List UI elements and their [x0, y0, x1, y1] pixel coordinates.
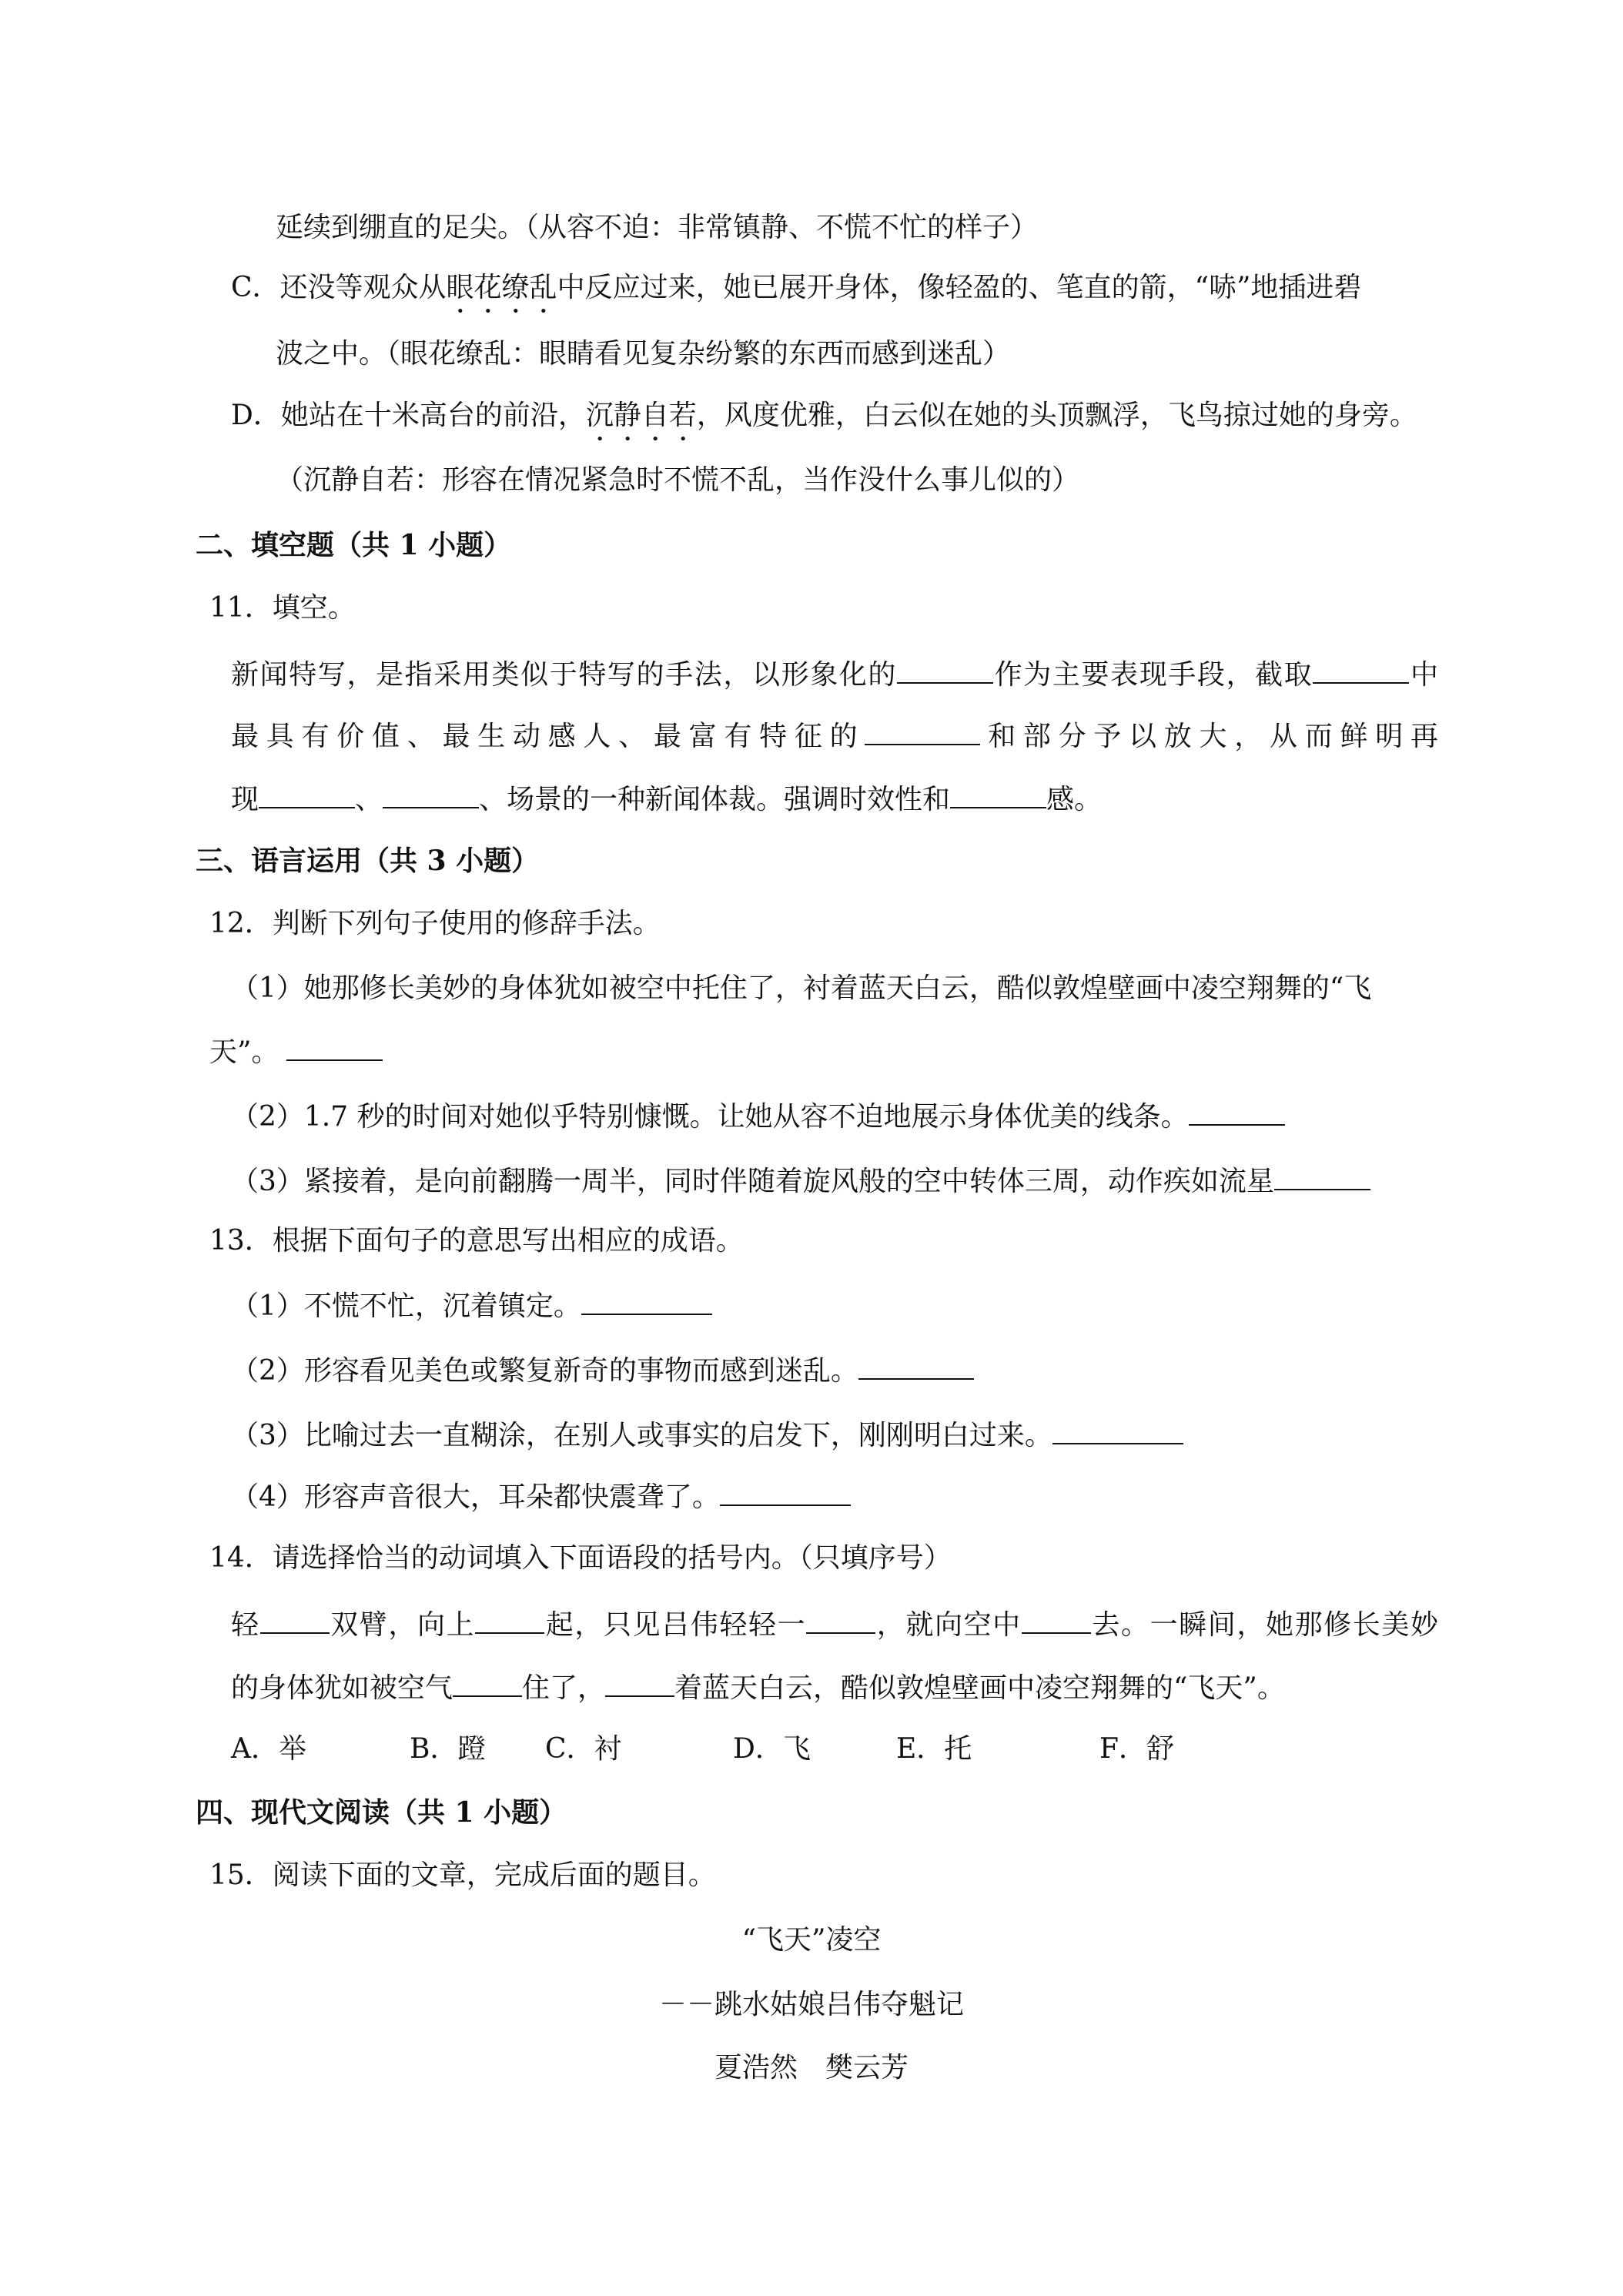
- option-c: C．衬: [545, 1733, 622, 1765]
- article-subtitle: －－跳水姑娘吕伟夺魁记: [658, 1989, 964, 2020]
- answer-blank[interactable]: [383, 779, 479, 808]
- q10-option-c: C．还没等观众从眼花缭乱中反应过来，她已展开身体，像轻盈的、笔直的箭，“哧”地插进碧: [231, 272, 1362, 303]
- answer-blank[interactable]: [453, 1668, 522, 1697]
- answer-blank[interactable]: [1052, 1415, 1183, 1444]
- q14-passage-line-2: 的身体犹如被空气 住了， 着蓝天白云，酷似敦煌壁画中凌空翔舞的“飞天”。: [231, 1668, 1285, 1707]
- section-heading-reading: 四、现代文阅读（共 1 小题）: [196, 1796, 567, 1829]
- answer-blank[interactable]: [605, 1668, 674, 1697]
- emphasized-word: 眼花缭乱: [446, 272, 557, 303]
- answer-blank[interactable]: [720, 1477, 851, 1506]
- q12-sentence-1-continuation: 天”。: [209, 1032, 383, 1071]
- option-a: A．举: [231, 1733, 306, 1765]
- answer-blank[interactable]: [259, 779, 355, 808]
- answer-blank[interactable]: [1189, 1096, 1285, 1126]
- q11-line-2: 最具有价值、最生动感人、最富有特征的 和部分予以放大，从而鲜明再: [231, 716, 1438, 755]
- answer-blank[interactable]: [1274, 1161, 1370, 1190]
- section-heading-fill-in: 二、填空题（共 1 小题）: [196, 529, 512, 561]
- q13-item-2: （2）形容看见美色或繁复新奇的事物而感到迷乱。: [231, 1350, 974, 1390]
- q10-option-d-continuation: （沉静自若：形容在情况紧急时不慌不乱，当作没什么事儿似的）: [276, 464, 1080, 496]
- answer-blank[interactable]: [858, 1350, 974, 1380]
- emphasized-word: 沉静自若: [585, 400, 697, 431]
- q13-item-3: （3）比喻过去一直糊涂，在别人或事实的启发下，刚刚明白过来。: [231, 1415, 1183, 1454]
- q10-option-b-continuation: 延续到绷直的足尖。（从容不迫：非常镇静、不慌不忙的样子）: [276, 212, 1039, 243]
- q11-stem: 11．填空。: [209, 592, 356, 624]
- option-f: F．舒: [1099, 1733, 1174, 1765]
- q12-stem: 12．判断下列句子使用的修辞手法。: [209, 908, 661, 939]
- answer-blank[interactable]: [475, 1605, 544, 1634]
- answer-blank[interactable]: [581, 1286, 712, 1315]
- q12-sentence-3: （3）紧接着，是向前翻腾一周半，同时伴随着旋风般的空中转体三周，动作疾如流星: [231, 1161, 1370, 1200]
- option-e: E．托: [896, 1733, 972, 1765]
- answer-blank[interactable]: [865, 716, 980, 745]
- q12-sentence-1: （1）她那修长美妙的身体犹如被空中托住了，衬着蓝天白云，酷似敦煌壁画中凌空翔舞的“飞: [231, 972, 1372, 1004]
- answer-blank[interactable]: [806, 1605, 875, 1634]
- q12-sentence-2: （2）1.7 秒的时间对她似乎特别慷慨。让她从容不迫地展示身体优美的线条。: [231, 1096, 1285, 1136]
- answer-blank[interactable]: [897, 654, 993, 684]
- answer-blank[interactable]: [1022, 1605, 1091, 1634]
- article-authors: 夏浩然 樊云芳: [714, 2052, 909, 2083]
- option-b: B．蹬: [410, 1733, 486, 1765]
- q14-stem: 14．请选择恰当的动词填入下面语段的括号内。（只填序号）: [209, 1542, 952, 1574]
- q11-line-1: 新闻特写，是指采用类似于特写的手法，以形象化的 作为主要表现手段，截取 中: [231, 654, 1438, 694]
- q11-line-3: 现 、 、场景的一种新闻体裁。强调时效性和 感。: [231, 779, 1102, 818]
- q15-stem: 15．阅读下面的文章，完成后面的题目。: [209, 1859, 716, 1891]
- answer-blank[interactable]: [950, 779, 1046, 808]
- option-d: D．飞: [733, 1733, 811, 1765]
- section-heading-language-use: 三、语言运用（共 3 小题）: [196, 845, 540, 877]
- answer-blank[interactable]: [286, 1032, 383, 1061]
- q13-item-1: （1）不慌不忙，沉着镇定。: [231, 1286, 712, 1325]
- q13-stem: 13．根据下面句子的意思写出相应的成语。: [209, 1225, 744, 1257]
- q10-option-c-continuation: 波之中。（眼花缭乱：眼睛看见复杂纷繁的东西而感到迷乱）: [276, 338, 1011, 370]
- q14-passage-line-1: 轻 双臂，向上 起，只见吕伟轻轻一 ，就向空中 去。一瞬间，她那修长美妙: [231, 1605, 1438, 1644]
- q10-option-d: D．她站在十米高台的前沿，沉静自若，风度优雅，白云似在她的头顶飘浮，飞鸟掠过她的身旁。: [231, 400, 1417, 431]
- q13-item-4: （4）形容声音很大，耳朵都快震聋了。: [231, 1477, 851, 1516]
- answer-blank[interactable]: [260, 1605, 330, 1634]
- answer-blank[interactable]: [1313, 654, 1409, 684]
- article-title: “飞天”凌空: [741, 1924, 882, 1956]
